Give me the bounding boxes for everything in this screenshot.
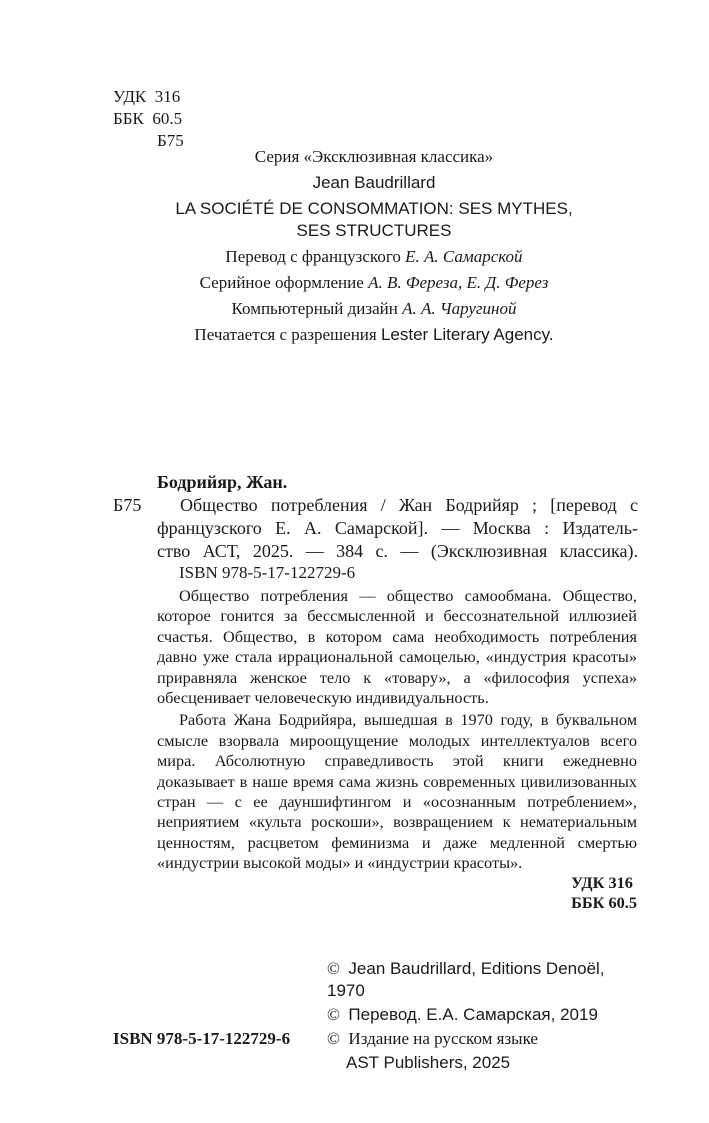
catalog-mark: Б75 <box>113 495 142 515</box>
abstract-paragraph-1: Общество потребления — общество самообмана. Общество, которое гонится за бессмысленной и бессознательной иллюзией счастья. Общество, в котором сама необходимость потребления давно уже стала иррациональной самоцелью, «индустрия красоты» приравняла женское тело к «товару», а «философия успеха» обесценивает человеческую индивидуальность. <box>157 586 637 708</box>
original-title-line1: LA SOCIÉTÉ DE CONSOMMATION: SES MYTHES, <box>175 199 573 218</box>
bbk-value: 60.5 <box>152 109 183 128</box>
copyright-line-2 <box>327 1004 647 1026</box>
classification-bottom <box>571 873 637 914</box>
permission-agency: Lester Literary Agency. <box>380 325 554 344</box>
designers-names: А. В. Фереза, Е. Д. Ферез <box>368 273 549 292</box>
bbk-row <box>113 108 233 130</box>
udk-row <box>113 86 233 108</box>
copyright-text-4: AST Publishers, 2025 <box>346 1053 511 1072</box>
translation-label: Перевод с французского <box>225 247 401 266</box>
copyright-symbol: © <box>327 1005 340 1024</box>
copyright-line-3 <box>327 1028 647 1050</box>
bbk-label: ББК <box>113 109 144 128</box>
isbn-bottom: ISBN 978-5-17-122729-6 <box>113 1029 291 1048</box>
copyright-block <box>327 958 647 1074</box>
computer-design-line <box>113 298 635 320</box>
computer-design-label: Компьютерный дизайн <box>231 299 398 318</box>
copyright-symbol: © <box>327 1029 340 1048</box>
catalog-abstract <box>157 586 637 874</box>
catalog-entry <box>157 494 638 563</box>
design-line <box>113 272 635 294</box>
translator-name: Е. А. Самарской <box>405 247 523 266</box>
original-author: Jean Baudrillard <box>312 173 436 192</box>
catalog-entry-line1: Общество потребления / Жан Бодрийяр ; [перевод с <box>180 495 638 515</box>
copyright-symbol: © <box>327 959 340 978</box>
author-mark: Б75 <box>157 131 184 150</box>
abstract-paragraph-2: Работа Жана Бодрийяра, вышедшая в 1970 году, в буквальном смысле взорвала мироощущение молодых интеллектуалов всего мира. Абсолютную справедливость этой книги ежедневно доказывает в наше время сама жизнь современных цивилизованных стран — с ее дауншифтингом и «осознанным потреблением», неприятием «культа роскоши», возвращением к нематериальным ценностям, расцветом феминизма и даже медленной смертью «индустрии высокой моды» и «индустрии красоты». <box>157 710 637 873</box>
permission-line <box>113 324 635 346</box>
catalog-isbn: ISBN 978-5-17-122729-6 <box>179 563 356 582</box>
translation-line <box>113 246 635 268</box>
udk-bottom: УДК 316 <box>571 873 633 892</box>
series-line: Серия «Эксклюзивная классика» <box>254 147 494 166</box>
catalog-entry-line3: ство АСТ, 2025. — 384 с. — (Эксклюзивная классика). <box>157 541 638 561</box>
catalog-author-heading: Бодрийяр, Жан. <box>157 472 288 492</box>
bbk-bottom: ББК 60.5 <box>571 893 637 913</box>
copyright-line-4 <box>327 1052 647 1074</box>
permission-label: Печатается с разрешения <box>194 325 377 344</box>
computer-designer-name: А. А. Чаругиной <box>402 299 517 318</box>
copyright-text-2: Перевод. Е.А. Самарская, 2019 <box>348 1005 598 1024</box>
original-title-line2: SES STRUCTURES <box>296 221 452 240</box>
copyright-text-3: Издание на русском языке <box>348 1029 538 1048</box>
udk-value: 316 <box>154 87 181 106</box>
title-block <box>113 146 635 346</box>
udk-label: УДК <box>113 87 147 106</box>
copyright-line-1 <box>327 958 647 1002</box>
design-label: Серийное оформление <box>199 273 364 292</box>
copyright-text-1: Jean Baudrillard, Editions Denoël, 1970 <box>327 959 605 1000</box>
catalog-entry-line2: французского Е. А. Самарской]. — Москва : Издатель- <box>157 518 638 538</box>
classification-top <box>113 86 233 152</box>
